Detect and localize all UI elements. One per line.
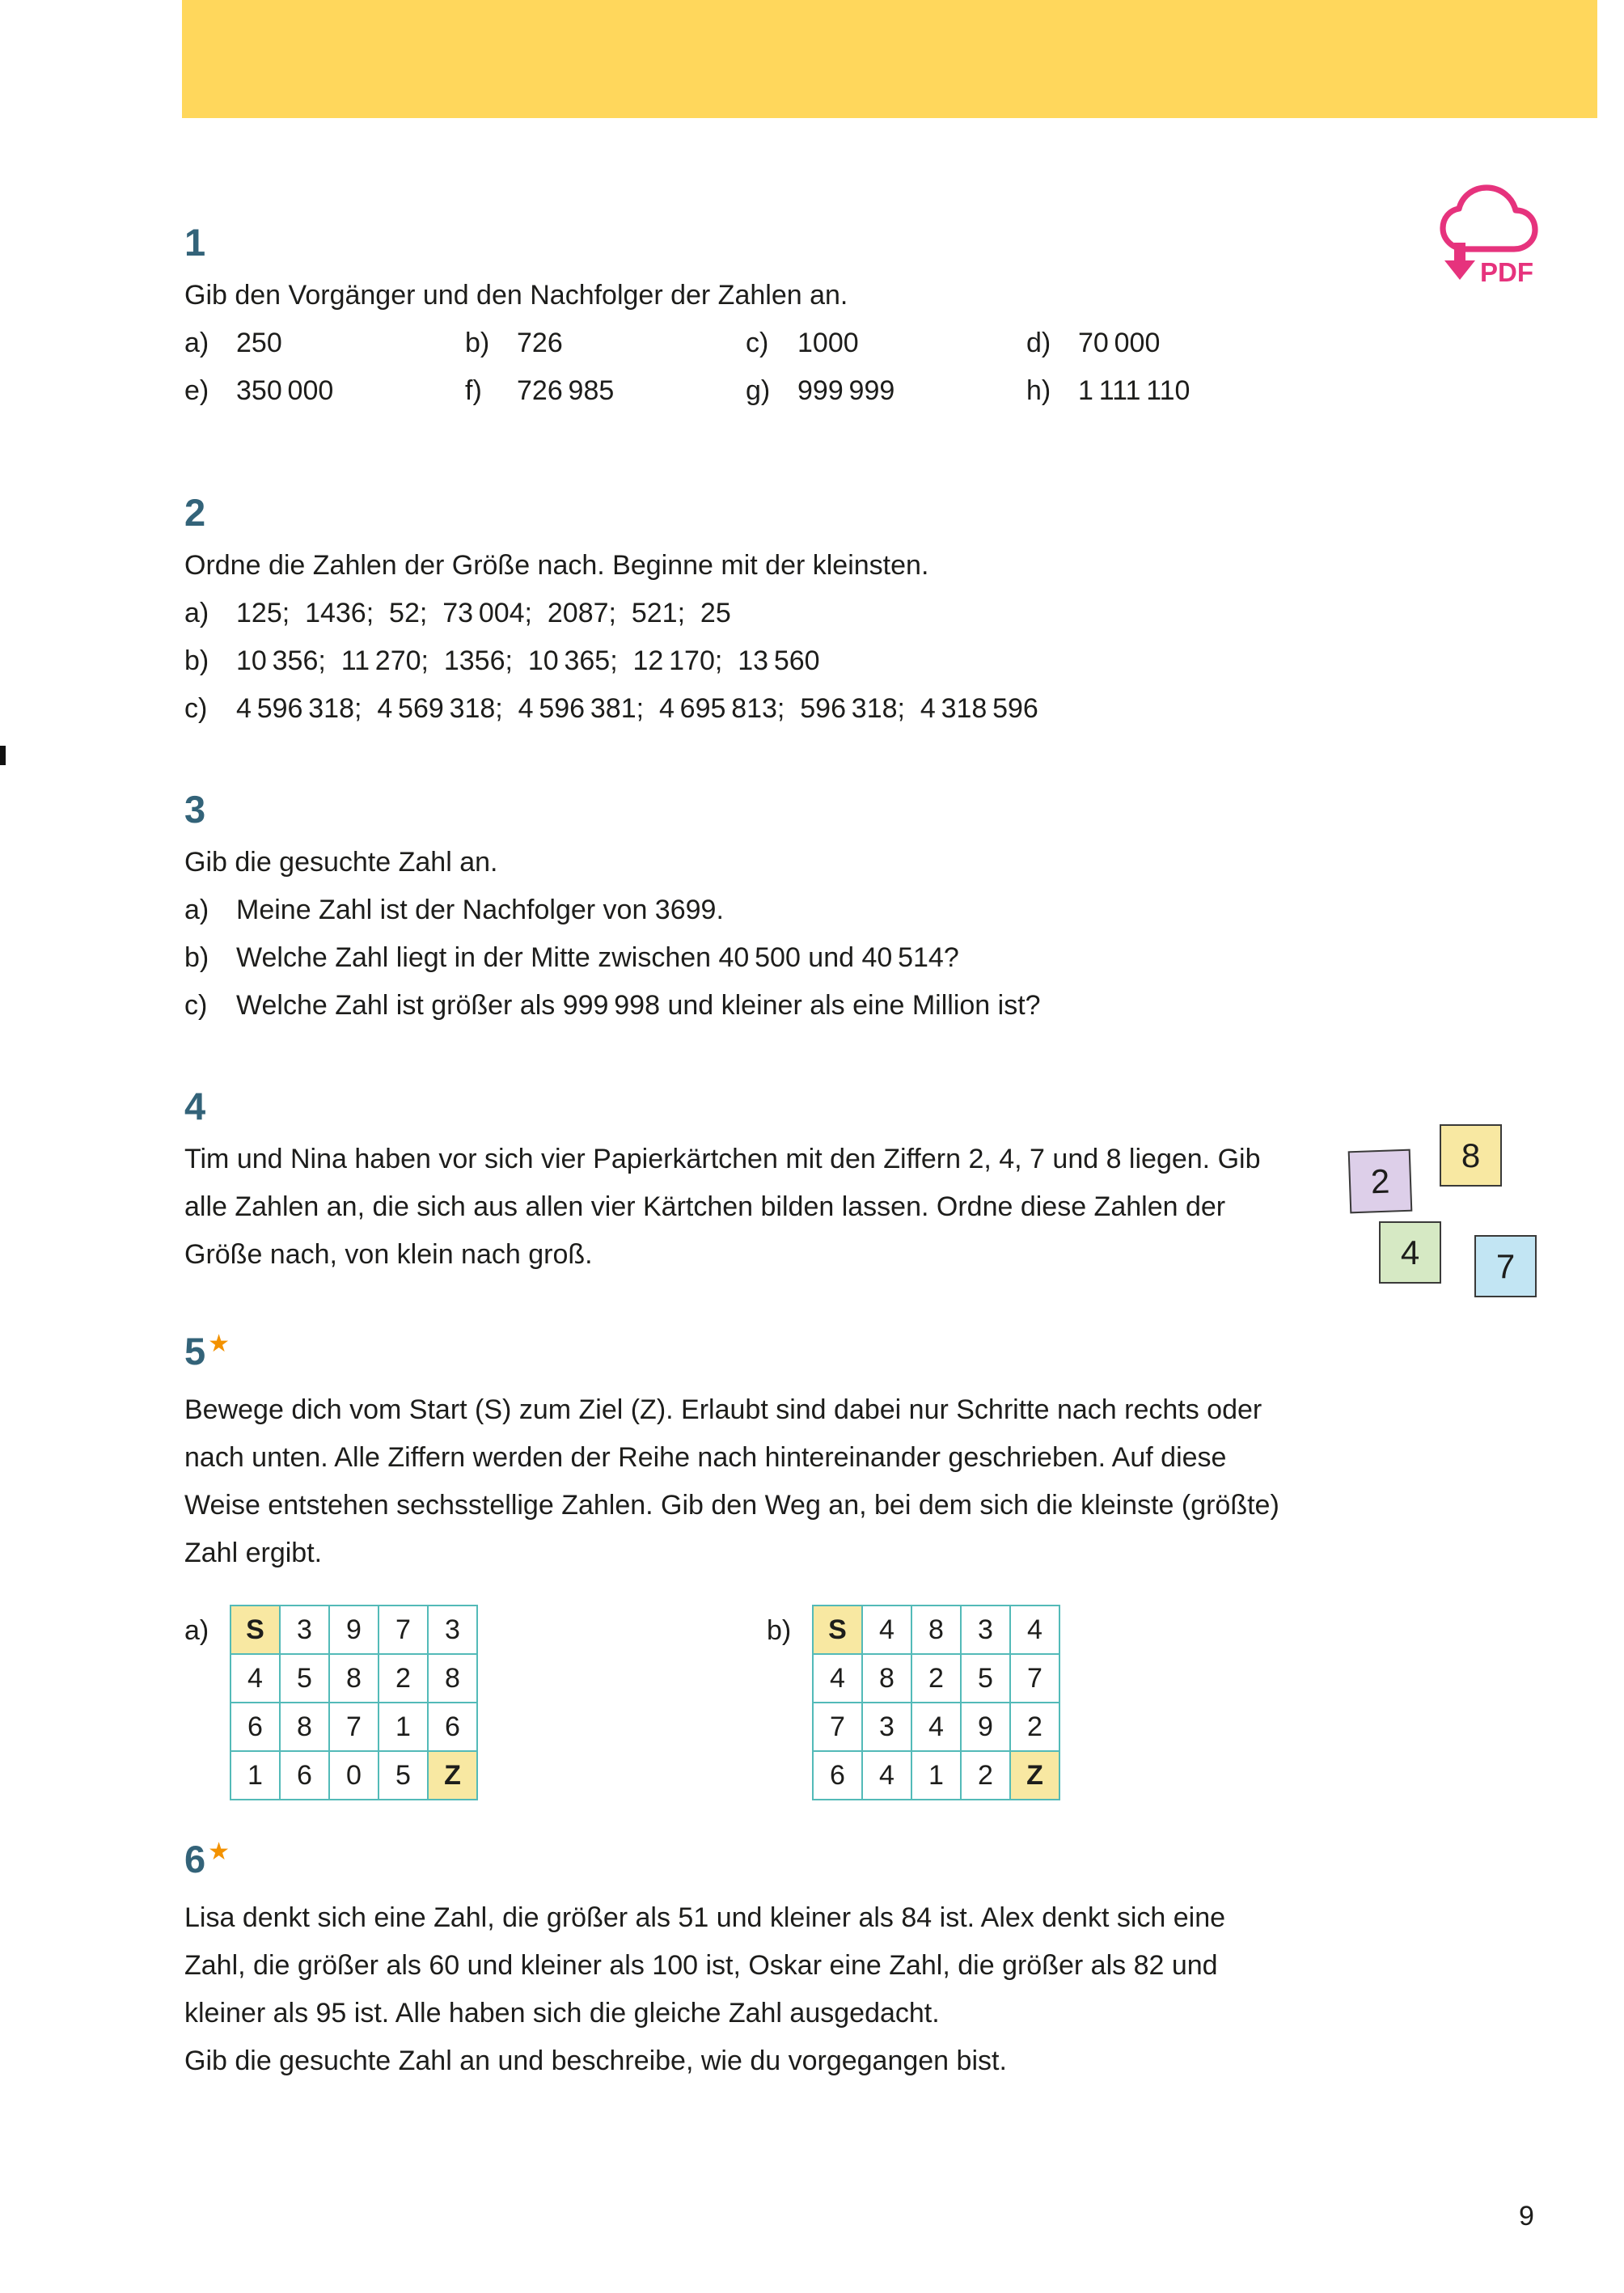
task-number bbox=[184, 1331, 1341, 1378]
item-label: a) bbox=[184, 895, 209, 925]
grid-cell: 3 bbox=[961, 1606, 1010, 1654]
page-content bbox=[184, 118, 1341, 2085]
digit-card-2: 2 bbox=[1348, 1149, 1413, 1214]
grid-cell: 4 bbox=[813, 1654, 862, 1703]
grid-cell-start: S bbox=[230, 1606, 280, 1654]
item-text: Welche Zahl ist größer als 999 998 und kleiner als eine Million ist? bbox=[236, 990, 1041, 1021]
list-item bbox=[1026, 319, 1341, 367]
item-label: g) bbox=[746, 375, 771, 406]
grid-cell: 8 bbox=[280, 1703, 329, 1751]
task-1-items-row-1 bbox=[184, 319, 1341, 367]
item-value: 1 111 110 bbox=[1078, 375, 1191, 406]
list-item bbox=[465, 367, 746, 415]
item-value: 1000 bbox=[797, 328, 859, 358]
task-6-text-1: Lisa denkt sich eine Zahl, die größer als 51 und kleiner als 84 ist. Alex denkt sich eine Zahl, die größer als 60 und kleiner als 100 ist, Oskar eine Zahl, die größer als 82 und kleiner als 95 ist. Alle haben sich die gleiche Zahl ausgedacht. bbox=[184, 1902, 1226, 2029]
list-item bbox=[184, 637, 1317, 685]
list-item bbox=[184, 685, 1317, 733]
item-value: 250 bbox=[236, 328, 282, 358]
task-5 bbox=[184, 1331, 1341, 1800]
grid-label: b) bbox=[767, 1615, 792, 1646]
grid-cell: 5 bbox=[961, 1654, 1010, 1703]
list-item bbox=[746, 319, 1026, 367]
item-label: b) bbox=[184, 942, 209, 973]
task-2 bbox=[184, 492, 1341, 733]
grid-cell: 8 bbox=[862, 1654, 911, 1703]
path-grid-a bbox=[184, 1605, 478, 1800]
list-item bbox=[184, 319, 465, 367]
task-4-text: Tim und Nina haben vor sich vier Papierkärtchen mit den Ziffern 2, 4, 7 und 8 liegen. Gib alle Zahlen an, die sich aus allen vier Kärtchen bilden lassen. Ordne diese Zahlen der Größe nach, von klein nach groß. bbox=[184, 1144, 1261, 1270]
item-value: 350 000 bbox=[236, 375, 334, 406]
grid-cell: 9 bbox=[961, 1703, 1010, 1751]
task-6 bbox=[184, 1838, 1341, 2085]
path-grids bbox=[184, 1605, 1341, 1800]
item-value: 70 000 bbox=[1078, 328, 1161, 358]
number-grid-a bbox=[230, 1605, 478, 1800]
grid-cell: 7 bbox=[1010, 1654, 1059, 1703]
task-3-intro: Gib die gesuchte Zahl an. bbox=[184, 847, 498, 878]
star-icon: ★ bbox=[208, 1331, 230, 1357]
pdf-cloud-download-icon bbox=[1430, 180, 1548, 291]
item-label: a) bbox=[184, 328, 209, 358]
grid-cell: 8 bbox=[911, 1606, 961, 1654]
grid-cell: 2 bbox=[1010, 1703, 1059, 1751]
list-item bbox=[465, 319, 746, 367]
digit-card-4: 4 bbox=[1379, 1221, 1441, 1284]
grid-label: a) bbox=[184, 1615, 209, 1646]
grid-cell: 2 bbox=[911, 1654, 961, 1703]
task-1-intro: Gib den Vorgänger und den Nachfolger der Zahlen an. bbox=[184, 280, 848, 311]
list-item bbox=[184, 934, 1317, 982]
task-number-text: 6 bbox=[184, 1838, 206, 1881]
item-text: 10 356; 11 270; 1356; 10 365; 12 170; 13 560 bbox=[236, 645, 820, 676]
digit-card-7: 7 bbox=[1474, 1235, 1537, 1297]
task-number: 3 bbox=[184, 788, 206, 831]
grid-cell: 7 bbox=[329, 1703, 379, 1751]
task-3 bbox=[184, 789, 1341, 1030]
item-value: 726 985 bbox=[517, 375, 615, 406]
grid-cell: 8 bbox=[428, 1654, 477, 1703]
grid-cell: 1 bbox=[379, 1703, 428, 1751]
grid-cell: 5 bbox=[280, 1654, 329, 1703]
list-item bbox=[1026, 367, 1341, 415]
item-label: f) bbox=[465, 375, 482, 406]
grid-cell-goal: Z bbox=[1010, 1751, 1059, 1800]
grid-cell: 7 bbox=[379, 1606, 428, 1654]
list-item bbox=[184, 367, 465, 415]
item-label: c) bbox=[746, 328, 769, 358]
item-text: 4 596 318; 4 569 318; 4 596 381; 4 695 813; 596 318; 4 318 596 bbox=[236, 693, 1038, 724]
item-label: b) bbox=[465, 328, 490, 358]
task-6-text-2: Gib die gesuchte Zahl an und beschreibe, wie du vorgegangen bist. bbox=[184, 2046, 1007, 2076]
task-2-intro: Ordne die Zahlen der Größe nach. Beginne mit der kleinsten. bbox=[184, 550, 929, 581]
grid-cell: 6 bbox=[428, 1703, 477, 1751]
grid-cell: 4 bbox=[862, 1606, 911, 1654]
grid-cell: 4 bbox=[911, 1703, 961, 1751]
grid-cell: 6 bbox=[230, 1703, 280, 1751]
item-value: 726 bbox=[517, 328, 563, 358]
task-number: 1 bbox=[184, 221, 206, 264]
pdf-badge-label: PDF bbox=[1480, 257, 1533, 287]
grid-cell: 3 bbox=[280, 1606, 329, 1654]
item-label: e) bbox=[184, 375, 209, 406]
grid-cell: 6 bbox=[280, 1751, 329, 1800]
number-grid-b bbox=[812, 1605, 1060, 1800]
digit-card-8: 8 bbox=[1440, 1124, 1502, 1187]
list-item bbox=[184, 590, 1317, 637]
item-text: Welche Zahl liegt in der Mitte zwischen 40 500 und 40 514? bbox=[236, 942, 959, 973]
item-label: h) bbox=[1026, 375, 1051, 406]
star-icon: ★ bbox=[208, 1838, 230, 1865]
grid-cell: 1 bbox=[911, 1751, 961, 1800]
grid-cell: 8 bbox=[329, 1654, 379, 1703]
path-grid-b bbox=[767, 1605, 1060, 1800]
task-1 bbox=[184, 222, 1341, 415]
task-number bbox=[184, 1838, 1341, 1886]
grid-cell: 4 bbox=[1010, 1606, 1059, 1654]
grid-cell-goal: Z bbox=[428, 1751, 477, 1800]
grid-cell: 4 bbox=[230, 1654, 280, 1703]
grid-cell-start: S bbox=[813, 1606, 862, 1654]
item-label: b) bbox=[184, 645, 209, 676]
task-4 bbox=[184, 1085, 1341, 1279]
print-mark bbox=[0, 746, 6, 765]
grid-cell: 3 bbox=[428, 1606, 477, 1654]
item-value: 999 999 bbox=[797, 375, 895, 406]
header-band bbox=[182, 0, 1597, 118]
list-item bbox=[184, 886, 1317, 934]
item-text: 125; 1436; 52; 73 004; 2087; 521; 25 bbox=[236, 598, 731, 628]
task-number-text: 5 bbox=[184, 1330, 206, 1373]
grid-cell: 2 bbox=[379, 1654, 428, 1703]
task-5-text: Bewege dich vom Start (S) zum Ziel (Z). Erlaubt sind dabei nur Schritte nach rechts oder nach unten. Alle Ziffern werden der Reihe nach hintereinander geschrieben. Auf diese Weise entstehen sechsstellige Zahlen. Gib den Weg an, bei dem sich die kleinste (größte) Zahl ergibt. bbox=[184, 1394, 1279, 1568]
grid-cell: 2 bbox=[961, 1751, 1010, 1800]
item-label: a) bbox=[184, 598, 209, 628]
grid-cell: 6 bbox=[813, 1751, 862, 1800]
task-number: 4 bbox=[184, 1085, 206, 1127]
item-text: Meine Zahl ist der Nachfolger von 3699. bbox=[236, 895, 724, 925]
grid-cell: 7 bbox=[813, 1703, 862, 1751]
list-item bbox=[746, 367, 1026, 415]
task-number: 2 bbox=[184, 491, 206, 534]
item-label: c) bbox=[184, 693, 208, 724]
item-label: d) bbox=[1026, 328, 1051, 358]
grid-cell: 4 bbox=[862, 1751, 911, 1800]
grid-cell: 3 bbox=[862, 1703, 911, 1751]
list-item bbox=[184, 982, 1317, 1030]
grid-cell: 1 bbox=[230, 1751, 280, 1800]
page-number: 9 bbox=[1519, 2201, 1534, 2232]
pdf-download-badge[interactable] bbox=[1430, 180, 1548, 291]
grid-cell: 0 bbox=[329, 1751, 379, 1800]
task-1-items-row-2 bbox=[184, 367, 1341, 415]
item-label: c) bbox=[184, 990, 208, 1021]
grid-cell: 9 bbox=[329, 1606, 379, 1654]
grid-cell: 5 bbox=[379, 1751, 428, 1800]
digit-cards bbox=[1347, 1124, 1549, 1310]
